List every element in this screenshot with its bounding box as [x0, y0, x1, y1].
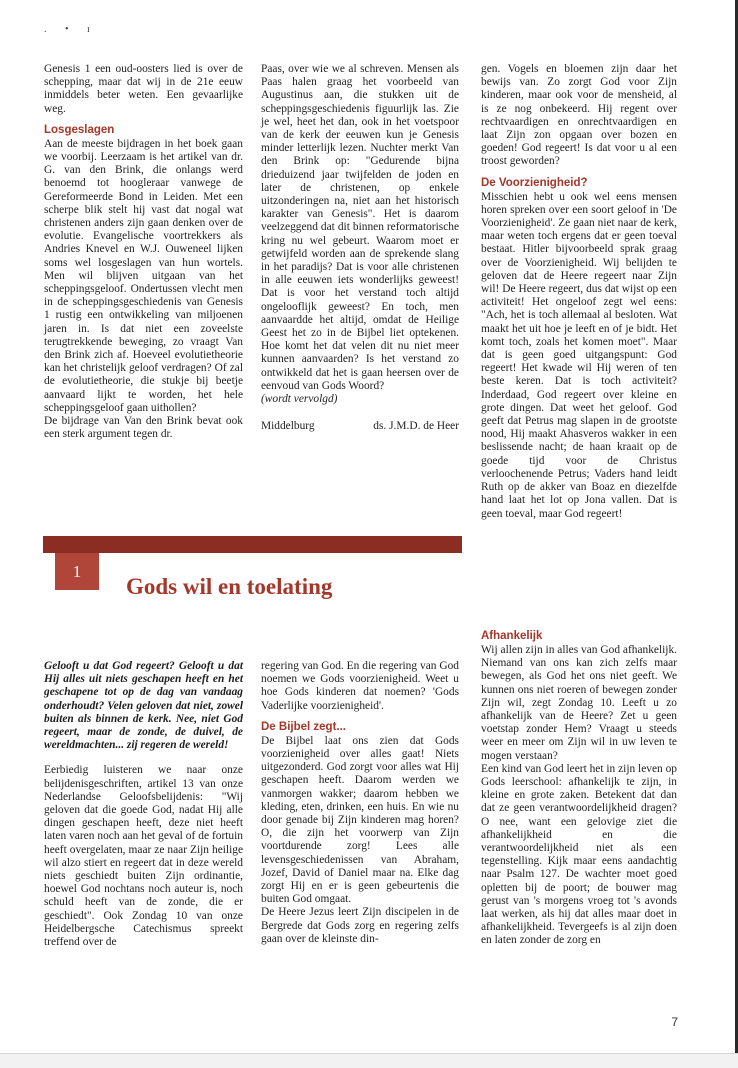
scan-edge-bottom	[0, 1053, 738, 1068]
paragraph: De Bijbel laat ons zien dat Gods voorzienigheid over alles gaat! Niets uitgezonderd. God zorgt voor alles wat Hij geschapen heeft. Daarom werden we vanmorgen wakker; daarom hebben we kleding, eten, drinken, een huis. En wie nu door genade bij Zijn kinderen mag horen? O, die zijn het voorwerp van Zijn voortdurende zorg! Lees alle levensgeschiedenissen van Abraham, Jozef, David of Daniel maar na. Elke dag zorgt Hij en er is geen gebeurtenis die buiten God omgaat.	[261, 734, 459, 906]
byline-place: Middelburg	[261, 420, 315, 433]
column-3	[481, 63, 677, 521]
paragraph: gen. Vogels en bloemen zijn daar het bewijs van. Zo zorgt God voor Zijn kinderen, maar ook voor de mensheid, al is ze nog onbekeerd. Hij regent over rechtvaardigen en onrechtvaardigen en laat Zijn zon opgaan over bozen en goeden! God regeert! Is dat voor u al een troost geworden?	[481, 63, 677, 168]
byline	[261, 420, 459, 433]
section-heading-afhankelijk: Afhankelijk	[481, 630, 543, 642]
section-heading-losgeslagen: Losgeslagen	[44, 123, 115, 136]
paragraph: Paas, over wie we al schreven. Mensen als Paas halen graag het voorbeeld van Augustinus aan, die stukken uit de scheppingsgeschiedenis figuurlijk las. Zie je wel, heet het dan, ook in het voetspoor van de kerk der eeuwen kun je Genesis minder letterlijk lezen. Nuchter merkt Van den Brink op: "Gedurende bijna drieduizend jaar twijfelden de joden en later de christenen, op enkele uitzonderingen na, niet aan het historisch karakter van Genesis". Het is daarom veelzeggend dat dit binnen reformatorische kring nu wel gebeurt. Waarom moet er getwijfeld worden aan de sprekende slang in het paradijs? Dat is voor alle christenen in alle eeuwen iets wonderlijks geweest! Dat is voor het verstand toch altijd ongelooflijk geweest? En toch, men aanvaardde het altijd, omdat de Heilige Geest het zo in de Bijbel liet optekenen. Hoe komt het dat velen dit nu niet meer kunnen aanvaarden? Is het verstand zo ontwikkeld dat het is gaan heersen over de eenvoud van Gods Woord?	[261, 63, 459, 392]
article-number-badge: 1	[55, 553, 99, 590]
section-heading-voorzienigheid: De Voorzienigheid?	[481, 176, 588, 189]
continued-note: (wordt vervolgd)	[261, 393, 338, 406]
column-5	[261, 660, 459, 946]
column-4	[44, 660, 243, 949]
paragraph: Wij allen zijn in alles van God afhankelijk. Niemand van ons kan zich zelfs maar bewegen, als God het ons niet geeft. We kunnen ons niet roeren of bewegen zonder Zijn wil, zegt Zondag 10. Leeft u zo afhankelijk van de Heere? Zet u geen voetstap zonder Hem? Vraagt u steeds weer en meer om Zijn wil in uw leven te mogen verstaan?	[481, 644, 677, 762]
article-title: Gods wil en toelating	[126, 574, 333, 599]
paragraph: Aan de meeste bijdragen in het boek gaan we voorbij. Leerzaam is het artikel van dr. G. van den Brink, die onlangs werd benoemd tot hoogleraar vanwege de Gereformeerde Bond in Leiden. Met een scherpe blik stelt hij vast dat nogal wat christenen anders zijn gaan denken over de evolutie. Evangelische voortrekkers als Andries Knevel en W.J. Ouweneel lijken soms wel losgeslagen van hun wortels. Men wil blijven uitgaan van het scheppingsgeloof. Ondertussen vlecht men in de scheppingsgeschiedenis van Genesis 1 rustig een ontwikkeling van miljoenen jaren in. Is dat niet een zoveelste terugtrekkende beweging, zo vraagt Van den Brink zich af. Hoeveel evolutietheorie kan het christelijk geloof verdragen? Of zal de evolutietheorie, die stukje bij beetje aanvaard lijkt te worden, het hele scheppingsgeloof gaan uithollen?	[44, 137, 243, 414]
lead-paragraph: Gelooft u dat God regeert? Gelooft u dat Hij alles uit niets geschapen heeft en het geschapene tot op de dag van vandaag onderhoudt? Velen geloven dat niet, zowel buiten als binnen de kerk. Nee, niet God regeert, maar de zonde, de duivel, de wereldmachten... zij regeren de wereld!	[44, 660, 243, 752]
column-1	[44, 63, 243, 441]
paragraph: Genesis 1 een oud-oosters lied is over de schepping, maar dat wij in de 21e eeuw inmiddels beter weten. Een gevaarlijke weg.	[44, 63, 243, 115]
page-number: 7	[671, 1015, 678, 1029]
byline-author: ds. J.M.D. de Heer	[373, 420, 459, 433]
paragraph: De Heere Jezus leert Zijn discipelen in de Bergrede dat Gods zorg en regering zelfs gaan over de kleinste din-	[261, 906, 459, 945]
paragraph: De bijdrage van Van den Brink bevat ook een sterk argument tegen dr.	[44, 415, 243, 441]
paragraph: Een kind van God leert het in zijn leven op Gods leerschool: afhankelijk te zijn, in kleine en grote zaken. Betekent dat dan dat ze geen verantwoordelijkheid dragen? O nee, want een gelovige ziet die afhankelijkheid en die verantwoordelijkheid niet als een tegenstelling. Kijk maar eens aandachtig naar Psalm 127. De wachter moet goed opletten bij de poort; de bouwer mag gerust van 's morgens vroeg tot 's avonds laat werken, als hij dat alles maar doet in afhankelijkheid. Tevergeefs is al zijn doen en laten zonder de zorg en	[481, 762, 677, 947]
column-6	[481, 630, 677, 948]
paragraph: Eerbiedig luisteren we naar onze belijdenisgeschriften, artikel 13 van onze Nederlandse Geloofsbelijdenis: "Wij geloven dat die goede God, nadat Hij alle dingen geschapen heeft, deze niet heeft laten varen noch aan het geval of de fortuin heeft overgelaten, maar ze naar Zijn heilige wil alzo stiert en regeert dat in deze wereld niets geschiedt buiten Zijn ordinantie, hoewel God nochtans noch auteur is, noch schuld heeft van de zonde, die er geschiedt". Ook Zondag 10 van onze Heidelbergsche Catechismus spreekt treffend over de	[44, 764, 243, 949]
section-heading-bijbel: De Bijbel zegt...	[261, 720, 346, 733]
column-2	[261, 63, 459, 433]
print-marks: . • ı	[44, 24, 98, 35]
paragraph: regering van God. En die regering van God noemen we Gods voorzienigheid. Weet u hoe Gods kinderen dat noemen? 'Gods Vaderlijke voorzienigheid'.	[261, 660, 459, 712]
paragraph: Misschien hebt u ook wel eens mensen horen spreken over een soort geloof in 'De Voorzienigheid'. Ze gaan niet naar de kerk, maar weten toch ergens dat er geen toeval bestaat. Hitler bijvoorbeeld sprak graag over de Voorzienigheid. Wij belijden te geloven dat de Heere regeert naar Zijn wil! De Heere regeert, dus dat wijst op een activiteit! Het ongeloof zegt wel eens: "Ach, het is toch allemaal al besloten. Wat maakt het uit hoe je leeft en of je bidt. Het komt toch, zoals het komen moet". Maar dat is geen goed uitgangspunt: God regeert! Het kwade wil Hij weren of ten beste keren. Dat is toch activiteit? Inderdaad, God regeert over kleine en grote dingen. Dat weet het geloof. God geeft dat Petrus mag slapen in de grootste nood, Hij maakt Ahasveros wakker in een beslissende nacht; de haan kraait op de goede tijd voor de Christus verloochenende Petrus; Vaders hand leidt Ruth op de akker van Boaz en diezelfde hand laat het lot op Jona vallen. Dat is geen toeval, maar God regeert!	[481, 190, 677, 520]
article-banner-bar	[43, 536, 462, 553]
